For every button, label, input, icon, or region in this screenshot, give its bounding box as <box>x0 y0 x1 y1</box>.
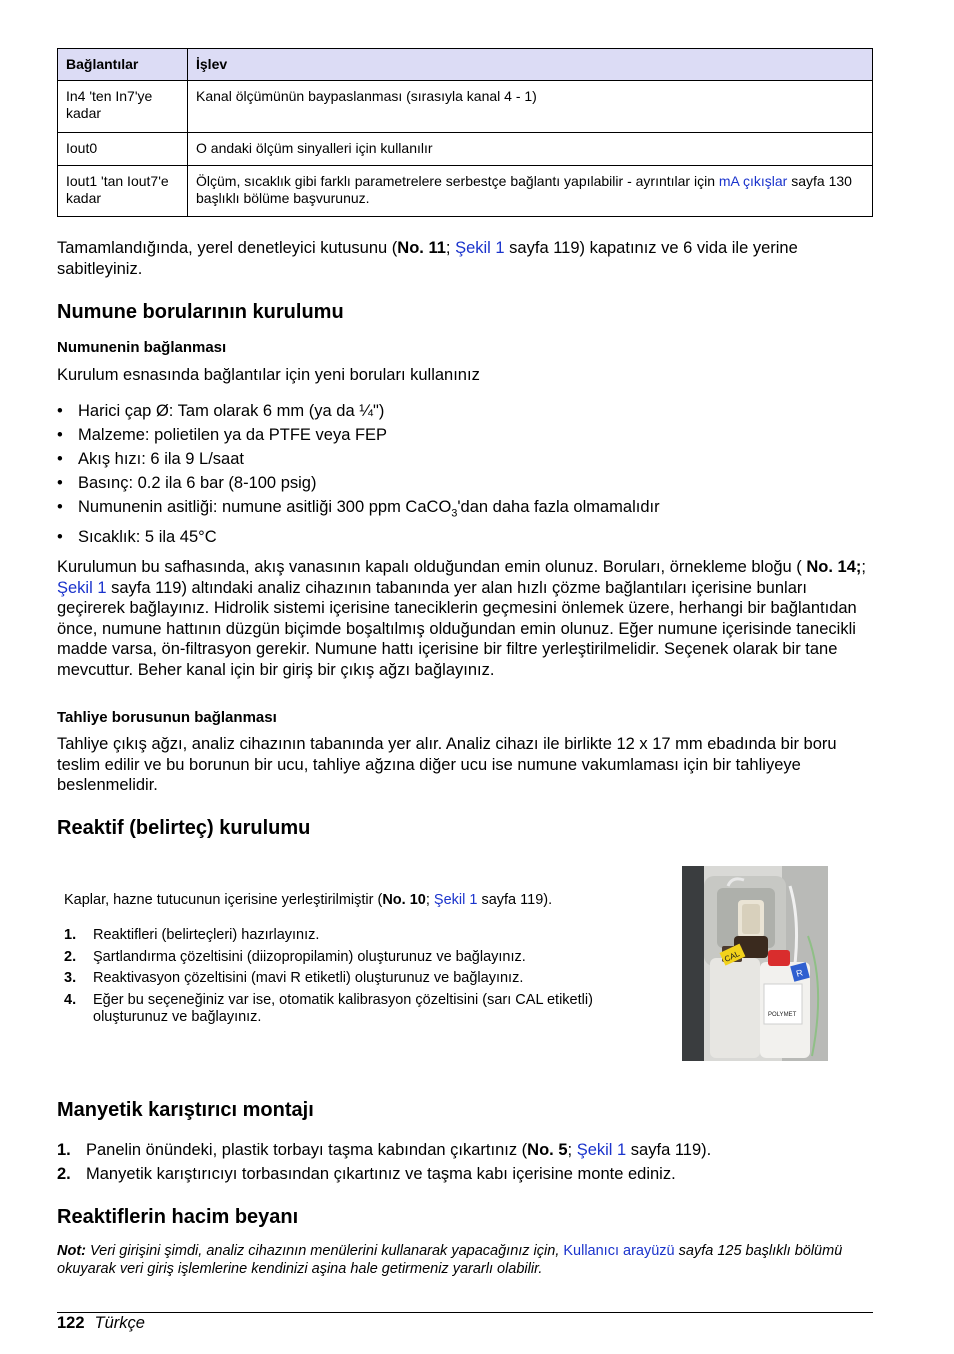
sample-subheading: Numunenin bağlanması <box>57 339 227 356</box>
alkalinity-subscript: 3 <box>451 507 458 520</box>
table-cell-function: Kanal ölçümünün baypaslanması (sırasıyla kanal 4 - 1) <box>188 81 873 133</box>
step-number: 2. <box>64 948 77 965</box>
cal-label-text: CAL <box>723 949 741 964</box>
step-number: 1. <box>64 927 77 943</box>
intro-text: sayfa 119) kapatınız ve 6 vida ile yerine sabitleyiniz. <box>57 239 798 278</box>
step-number: 3. <box>64 970 77 986</box>
list-item: • Malzeme: polietilen ya da PTFE veya FEP <box>57 423 857 447</box>
reagent-intro-text: Kaplar, hazne tutucunun içerisine yerleştirilmiştir ( <box>64 892 383 908</box>
reagent-heading: Reaktif (belirteç) kurulumu <box>57 817 311 839</box>
drain-subheading: Tahliye borusunun bağlanması <box>57 709 277 726</box>
intro-bold: No. 11 <box>397 239 446 257</box>
function-text: Ölçüm, sıcaklık gibi farklı parametrelere serbestçe bağlantı yapılabilir - ayrıntılar için <box>196 173 719 189</box>
table-header-row <box>58 49 873 81</box>
step-text: Reaktivasyon çözeltisini (mavi R etiketli) oluşturunuz ve bağlayınız. <box>93 970 524 986</box>
reagent-intro-sep: ; <box>425 892 434 908</box>
alkalinity-text: 'dan daha fazla olmamalıdır <box>457 498 660 516</box>
connections-table <box>57 48 873 217</box>
table-row <box>58 133 873 166</box>
list-item <box>64 970 624 988</box>
list-item: • Harici çap Ø: Tam olarak 6 mm (ya da ¼") <box>57 399 857 423</box>
step-text: Manyetik karıştırıcıyı torbasından çıkartınız ve taşma kabı içerisine monte ediniz. <box>86 1165 676 1183</box>
list-item <box>57 495 857 525</box>
list-item <box>57 1162 873 1186</box>
list-item: • Sıcaklık: 5 ila 45°C <box>57 525 857 549</box>
volume-note <box>57 1242 873 1278</box>
table-cell-function: O andaki ölçüm sinyalleri için kullanılır <box>188 133 873 166</box>
intro-sep: ; <box>445 239 456 257</box>
step-number: 1. <box>57 1141 71 1159</box>
sample-paragraph <box>57 557 873 680</box>
reagent-intro-text: sayfa 119). <box>477 892 553 908</box>
footer-divider <box>57 1312 873 1313</box>
footer-language: Türkçe <box>94 1314 145 1332</box>
alkalinity-text: Numunenin asitliği: numune asitliği 300 ppm CaCO <box>78 498 452 516</box>
footer <box>57 1313 145 1333</box>
step-text: sayfa 119). <box>626 1141 712 1159</box>
paragraph-text: sayfa 119) altındaki analiz cihazının tabanında yer alan hızlı çözme bağlantıları içerisine bunları geçirerek bağlayınız. Hidrolik sistemi içerisine taneciklerin geçmesini önlemek üzere, herhangi bir bağlantıdan önce, numune hattının düzgün biçimde boşaltılmış olduğundan emin olunuz. Eğer numune içerisinde tanecikli madde varsa, ön-filtrasyon gerekir. Numune hattı içerisine bir filtre yerleştirilmelidir. Seçenek olarak bir tane mevcuttur. Beher kanal için bir giriş bir çıkış ağzı bağlayınız. <box>57 578 857 679</box>
volume-heading: Reaktiflerin hacim beyanı <box>57 1206 299 1228</box>
step-number: 4. <box>64 991 77 1008</box>
bottle-label-text: POLYMET <box>768 1012 797 1018</box>
table-row <box>58 166 873 217</box>
table-header-function: İşlev <box>188 49 873 81</box>
step-text: Reaktifleri (belirteçleri) hazırlayınız. <box>93 927 320 943</box>
function-text: sayfa 130 başlıklı bölüme başvurunuz. <box>196 173 852 206</box>
table-cell-connection: Iout0 <box>58 133 188 166</box>
step-text: Şartlandırma çözeltisini (diizopropilamin) oluşturunuz ve bağlayınız. <box>93 948 526 965</box>
drain-paragraph: Tahliye çıkış ağzı, analiz cihazının tabanında yer alır. Analiz cihazı ile birlikte 12 x 17 mm ebadında bir boru teslim edilir ve bu borunun bir ucu, tahliye ağzına diğer ucu ise numune vakumlaması için bir tahliyeye beslenmelidir. <box>57 735 837 794</box>
r-label-text: R <box>795 967 804 979</box>
reagent-intro-bold: No. 10 <box>382 892 426 908</box>
note-text: Veri girişini şimdi, analiz cihazının menülerini kullanarak yapacağınız için, <box>86 1243 564 1259</box>
figure-link[interactable]: Şekil 1 <box>433 892 478 908</box>
intro-text: Tamamlandığında, yerel denetleyici kutusunu ( <box>57 239 398 257</box>
paragraph-sep: ; <box>861 558 866 576</box>
figure-link[interactable]: Şekil 1 <box>576 1141 627 1159</box>
list-item <box>64 949 624 967</box>
paragraph-text: Kurulumun bu safhasında, akış vanasının kapalı olduğundan emin olunuz. Boruları, örnekleme bloğu ( <box>57 558 807 576</box>
reagent-bottles-photo <box>682 866 828 1061</box>
table-cell-function <box>188 166 873 217</box>
sample-text: Kurulum esnasında bağlantılar için yeni boruları kullanınız <box>57 366 480 384</box>
mixer-heading: Manyetik karıştırıcı montajı <box>57 1099 314 1121</box>
step-sep: ; <box>567 1141 577 1159</box>
ma-outputs-link[interactable]: mA çıkışlar <box>718 173 788 189</box>
step-text: Panelin önündeki, plastik torbayı taşma kabından çıkartınız ( <box>86 1141 528 1159</box>
list-item: • Basınç: 0.2 ila 6 bar (8-100 psig) <box>57 471 857 495</box>
note-label: Not: <box>57 1243 86 1259</box>
reagent-steps <box>64 927 624 1031</box>
mixer-steps <box>57 1138 873 1186</box>
figure-link[interactable]: Şekil 1 <box>455 239 505 257</box>
table-row <box>58 81 873 133</box>
note-text: sayfa 125 başlıklı bölümü okuyarak veri giriş işlemlerine kendinizi aşina hale getirmeniz yararlı olabilir. <box>57 1243 843 1277</box>
table-cell-connection: In4 'ten In7'ye kadar <box>58 81 188 133</box>
list-item <box>57 1138 873 1162</box>
step-text: Eğer bu seçeneğiniz var ise, otomatik kalibrasyon çözeltisini (sarı CAL etiketli) oluşturunuz ve bağlayınız. <box>93 991 593 1025</box>
paragraph-bold: No. 14; <box>806 558 862 576</box>
reagent-intro <box>64 892 624 910</box>
list-item <box>64 927 624 945</box>
user-interface-link[interactable]: Kullanıcı arayüzü <box>563 1243 675 1259</box>
step-bold: No. 5 <box>527 1141 568 1159</box>
sample-heading: Numune borularının kurulumu <box>57 301 344 323</box>
list-item <box>64 992 624 1027</box>
step-number: 2. <box>57 1165 71 1183</box>
table-cell-connection: Iout1 'tan Iout7'e kadar <box>58 166 188 217</box>
sample-bullets <box>57 399 857 549</box>
table-header-connections: Bağlantılar <box>58 49 188 81</box>
intro-paragraph <box>57 238 857 279</box>
page-number: 122 <box>57 1314 85 1332</box>
figure-link[interactable]: Şekil 1 <box>57 578 107 597</box>
list-item: • Akış hızı: 6 ila 9 L/saat <box>57 447 857 471</box>
